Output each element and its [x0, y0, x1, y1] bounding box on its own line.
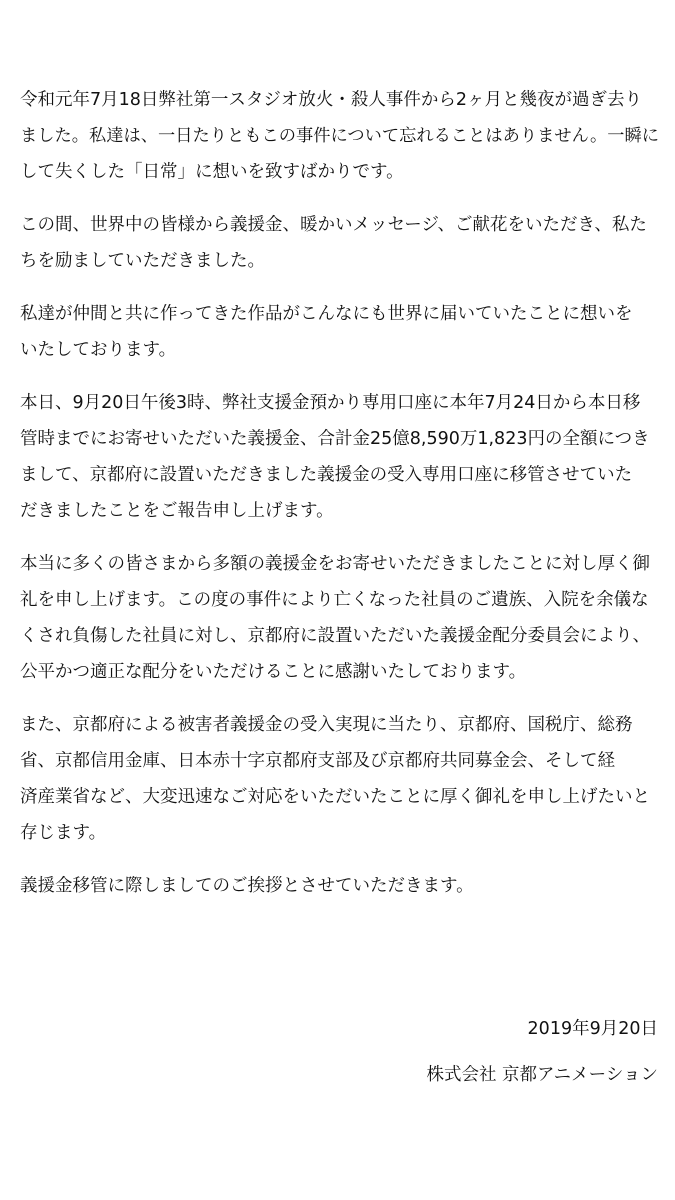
text-line: 公平かつ適正な配分をいただけることに感謝いたしております。 — [20, 662, 527, 682]
paragraph-1 — [20, 82, 660, 190]
text-line: 管時までにお寄せいただいた義援金、合計金25億8,590万1,823円の全額につき — [20, 429, 650, 449]
text-line: この間、世界中の皆様から義援金、暖かいメッセージ、ご献花をいただき、私た — [20, 215, 647, 235]
text-line: また、京都府による被害者義援金の受入実現に当たり、京都府、国税庁、総務 — [20, 715, 633, 735]
text-line: 礼を申し上げます。この度の事件により亡くなった社員のご遺族、入院を余儀な — [20, 590, 649, 610]
text-line: 本当に多くの皆さまから多額の義援金をお寄せいただきましたことに対し厚く御 — [20, 554, 650, 574]
paragraph-4 — [20, 385, 660, 529]
company-signature: 株式会社 京都アニメーション — [426, 1065, 658, 1085]
text-line: いたしております。 — [20, 340, 177, 360]
text-line: くされ負傷した社員に対し、京都府に設置いただいた義援金配分委員会により、 — [20, 626, 650, 646]
text-line: して失くした「日常」に想いを致すばかりです。 — [20, 162, 404, 182]
letter-body — [20, 82, 660, 904]
text-line: 存じます。 — [20, 823, 107, 843]
text-line: 済産業省など、大変迅速なご対応をいただいたことに厚く御礼を申し上げたいと — [20, 787, 650, 807]
paragraph-3 — [20, 296, 660, 368]
text-line: ちを励ましていただきました。 — [20, 251, 265, 271]
paragraph-5 — [20, 546, 660, 690]
text-line: 本日、9月20日午後3時、弊社支援金預かり専用口座に本年7月24日から本日移 — [20, 393, 641, 413]
text-line: まして、京都府に設置いただきました義援金の受入専用口座に移管させていた — [20, 465, 633, 485]
text-line: 令和元年7月18日弊社第一スタジオ放火・殺人事件から2ヶ月と幾夜が過ぎ去り — [20, 90, 643, 110]
text-line: 義援金移管に際しましてのご挨拶とさせていただきます。 — [20, 876, 474, 896]
paragraph-6 — [20, 707, 660, 851]
letter-date: 2019年9月20日 — [527, 1019, 658, 1039]
text-line: だきましたことをご報告申し上げます。 — [20, 501, 334, 521]
paragraph-2 — [20, 207, 660, 279]
text-line: 私達が仲間と共に作ってきた作品がこんなにも世界に届いていたことに想いを — [20, 304, 633, 324]
paragraph-7 — [20, 868, 660, 904]
text-line: ました。私達は、一日たりともこの事件について忘れることはありません。一瞬に — [20, 126, 659, 146]
text-line: 省、京都信用金庫、日本赤十字京都府支部及び京都府共同募金会、そして経 — [20, 751, 615, 771]
